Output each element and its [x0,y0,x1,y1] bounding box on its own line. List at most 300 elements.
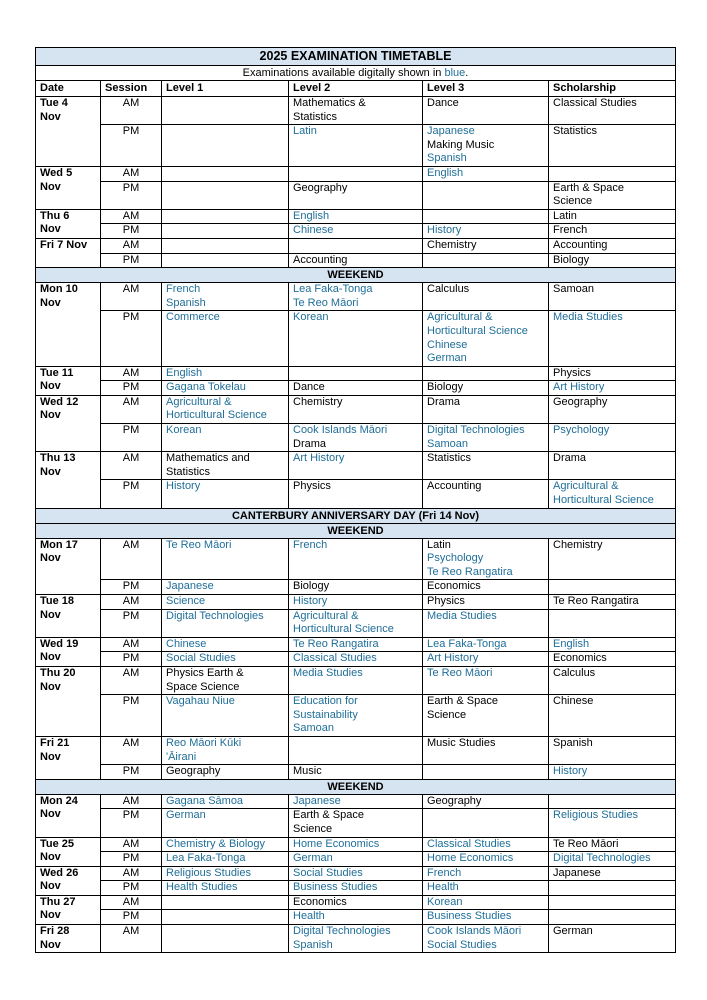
header-level-1: Level 1 [162,81,289,97]
digital-exam-subject [427,910,544,924]
text-line: Wed 19 [40,637,79,650]
text-line: Nov [40,880,61,893]
exam-timetable [35,47,676,953]
exam-row [36,809,676,837]
scholarship-cell [549,125,676,167]
level-1-cell [162,424,289,452]
scholarship-cell [549,395,676,423]
text-line: Agricultural & [166,395,232,408]
level-2-cell [289,381,423,396]
text-line: Statistics [553,125,598,138]
exam-subject [293,254,418,268]
date-cell [36,794,101,837]
digital-exam-subject [166,424,284,438]
level-2-cell [289,866,423,881]
exam-row [36,866,676,881]
exam-subject [553,396,671,410]
level-2-cell [289,595,423,610]
text-line: Health [427,881,459,894]
level-2-cell [289,97,423,125]
exam-row [36,209,676,224]
date-cell [36,166,101,209]
session-cell: PM [101,695,162,737]
level-3-cell [423,381,549,396]
session-cell: AM [101,209,162,224]
digital-exam-subject [293,452,418,466]
text-line: Classical Studies [293,652,377,665]
text-line: Japanese [293,794,341,807]
date-cell [36,97,101,167]
text-line: Nov [40,552,61,565]
text-line: Dance [293,381,325,394]
session-cell: AM [101,925,162,953]
band-row [36,779,676,794]
digital-exam-subject [166,595,284,609]
digital-exam-subject [293,125,418,139]
exam-subject [427,595,544,609]
scholarship-cell [549,881,676,896]
exam-subject [427,283,544,297]
header-scholarship: Scholarship [549,81,676,97]
session-cell: AM [101,736,162,764]
level-2-cell [289,452,423,480]
band-label: CANTERBURY ANNIVERSARY DAY (Fri 14 Nov) [36,508,676,523]
date-cell [36,637,101,666]
scholarship-cell [549,809,676,837]
exam-row [36,765,676,780]
text-line: History [553,765,588,778]
exam-row [36,381,676,396]
scholarship-cell [549,97,676,125]
level-2-cell [289,283,423,311]
exam-subject [166,452,284,479]
text-line: Physics [427,595,465,607]
exam-row [36,424,676,452]
exam-row [36,311,676,366]
text-line: Business Studies [427,910,512,923]
digital-exam-subject [166,852,284,866]
text-line: Statistics [427,452,472,465]
exam-row [36,580,676,595]
scholarship-cell [549,637,676,652]
level-3-cell [423,881,549,896]
session-cell: PM [101,765,162,780]
level-2-cell [289,809,423,837]
digital-exam-subject [166,283,284,297]
level-3-cell [423,837,549,852]
level-1-cell [162,209,289,224]
exam-subject [553,452,671,466]
exam-subject [553,239,671,253]
text-line: Tue 25 [40,837,75,850]
session-cell: PM [101,809,162,837]
exam-row [36,395,676,423]
digital-exam-subject [427,552,544,566]
text-line: Art History [427,652,479,665]
exam-row [36,595,676,610]
text-line: Lea Faka-Tonga [166,852,246,865]
text-line: French [553,224,588,237]
digital-exam-subject [293,925,418,939]
level-2-cell [289,538,423,580]
text-line: Te Reo Māori [166,538,232,551]
text-line: French [293,538,328,551]
digital-exam-subject [293,838,418,852]
exam-subject [293,396,418,410]
text-line: Mon 24 [40,794,78,807]
text-line: Nov [40,680,61,693]
text-line: Commerce [166,311,220,324]
text-line: Science [553,195,593,208]
scholarship-cell [549,925,676,953]
digital-exam-subject [293,595,418,609]
digital-exam-subject [293,939,418,953]
text-line: Mathematics & [293,97,366,109]
digital-exam-subject [166,480,284,494]
date-cell [36,666,101,736]
level-3-cell [423,736,549,764]
text-line: Te Reo Māori [293,296,359,309]
text-line: English [427,166,464,179]
level-1-cell [162,452,289,480]
exam-subject [166,765,284,779]
exam-subject [293,480,418,494]
text-line: Spanish [427,152,467,165]
scholarship-cell [549,580,676,595]
digital-exam-subject [293,539,418,553]
exam-row [36,852,676,867]
exam-row [36,166,676,181]
scholarship-cell [549,765,676,780]
level-2-cell [289,424,423,452]
level-1-cell [162,794,289,809]
text-line: Chinese [427,338,468,351]
scholarship-cell [549,837,676,852]
digital-note [36,66,676,81]
level-3-cell [423,637,549,652]
scholarship-cell [549,595,676,610]
text-line: Drama [293,437,327,450]
text-line: Te Reo Māori [427,666,493,679]
session-cell: AM [101,595,162,610]
exam-row [36,609,676,637]
scholarship-cell [549,794,676,809]
text-line: Chemistry [427,238,477,251]
text-line: Classical Studies [427,837,511,850]
text-line: Japanese [427,125,475,138]
digital-exam-subject [166,737,284,764]
scholarship-cell [549,666,676,694]
text-line: Psychology [553,424,610,437]
text-line: Chinese [293,224,334,237]
header-session: Session [101,81,162,97]
exam-subject [427,480,544,494]
date-cell [36,866,101,895]
text-line: English [293,209,330,222]
level-1-cell [162,666,289,694]
digital-exam-subject [293,210,418,224]
text-line: Nov [40,110,61,123]
session-cell: PM [101,580,162,595]
session-cell: AM [101,166,162,181]
exam-subject [293,580,418,594]
level-3-cell [423,166,549,181]
level-3-cell [423,366,549,381]
session-cell: AM [101,866,162,881]
level-2-cell [289,580,423,595]
exam-row [36,895,676,910]
level-1-cell [162,97,289,125]
session-cell: PM [101,609,162,637]
level-1-cell [162,736,289,764]
level-2-cell [289,695,423,737]
level-3-cell [423,925,549,953]
digital-exam-subject [427,638,544,652]
text-line: Accounting [553,238,608,251]
digital-exam-subject [166,652,284,666]
exam-row [36,125,676,167]
text-line: Music Studies [427,736,496,749]
session-cell: AM [101,538,162,580]
digital-note-prefix: Examinations available digitally shown in [242,67,442,79]
digital-exam-subject [166,795,284,809]
text-line: Accounting [427,480,482,493]
level-2-cell [289,881,423,896]
text-line: Latin [293,125,317,138]
exam-row [36,97,676,125]
level-2-cell [289,736,423,764]
text-line: Korean [166,424,202,437]
digital-exam-subject [553,809,671,823]
text-line: Horticultural Science [166,409,267,422]
text-line: Fri 28 [40,925,70,938]
session-cell: AM [101,666,162,694]
exam-subject [166,667,284,694]
text-line: Music [293,765,322,778]
date-cell [36,283,101,367]
level-3-cell [423,311,549,366]
level-1-cell [162,381,289,396]
session-cell: PM [101,480,162,508]
band-row [36,523,676,538]
session-cell: PM [101,125,162,167]
digital-exam-subject [427,867,544,881]
text-line: Chemistry [553,538,603,551]
level-3-cell [423,209,549,224]
scholarship-cell [549,480,676,508]
subtitle-row [36,66,676,81]
text-line: Chemistry [293,395,343,408]
text-line: Lea Faka-Tonga [427,637,507,650]
date-cell [36,366,101,395]
exam-row [36,910,676,925]
text-line: Samoan [293,722,334,735]
digital-exam-subject [293,283,418,297]
exam-subject [293,381,418,395]
level-2-cell [289,895,423,910]
digital-exam-subject [553,424,671,438]
level-1-cell [162,652,289,667]
digital-exam-subject [427,311,544,338]
scholarship-cell [549,283,676,311]
scholarship-cell [549,181,676,209]
digital-exam-subject [293,795,418,809]
text-line: Thu 6 [40,209,70,222]
digital-exam-subject [427,339,544,353]
text-line: Classical Studies [553,97,637,109]
session-cell: AM [101,97,162,125]
level-1-cell [162,837,289,852]
text-line: Reo Māori Kūki [166,736,242,749]
digital-exam-subject [553,311,671,325]
session-cell: AM [101,794,162,809]
level-2-cell [289,125,423,167]
title-row [36,48,676,66]
session-cell: PM [101,652,162,667]
level-2-cell [289,253,423,268]
level-1-cell [162,895,289,910]
exam-subject [427,580,544,594]
digital-exam-subject [293,424,418,438]
text-line: English [166,366,203,379]
date-cell [36,895,101,924]
text-line: Latin [427,538,451,551]
level-2-cell [289,637,423,652]
exam-subject [293,438,418,452]
text-line: Home Economics [293,837,380,850]
digital-exam-subject [166,311,284,325]
text-line: Drama [553,452,587,465]
digital-exam-subject [427,939,544,953]
text-line: Nov [40,465,61,478]
digital-exam-subject [427,610,544,624]
exam-row [36,925,676,953]
text-line: Geography [427,794,482,807]
exam-subject [427,139,544,153]
text-line: Making Music [427,138,495,151]
text-line: Statistics [166,465,211,478]
text-line: Samoan [553,283,594,296]
level-3-cell [423,97,549,125]
text-line: Japanese [166,580,214,593]
scholarship-cell [549,695,676,737]
text-line: Digital Technologies [166,609,264,622]
digital-exam-subject [553,480,671,507]
text-line: Education for [293,695,358,708]
text-line: Physics [553,366,591,379]
level-1-cell [162,125,289,167]
text-line: French [427,866,462,879]
digital-exam-subject [166,881,284,895]
digital-exam-subject [166,867,284,881]
exam-row [36,736,676,764]
level-3-cell [423,480,549,508]
exam-subject [427,381,544,395]
digital-exam-subject [427,852,544,866]
digital-exam-subject [427,152,544,166]
level-1-cell [162,166,289,181]
band-label: WEEKEND [36,779,676,794]
scholarship-cell [549,910,676,925]
header-level-2: Level 2 [289,81,423,97]
level-3-cell [423,910,549,925]
level-1-cell [162,311,289,366]
exam-subject [293,896,418,910]
text-line: Accounting [293,253,348,266]
level-3-cell [423,609,549,637]
scholarship-cell [549,424,676,452]
text-line: Home Economics [427,852,514,865]
text-line: Nov [40,223,61,236]
digital-exam-subject [166,695,284,709]
level-3-cell [423,866,549,881]
level-2-cell [289,209,423,224]
text-line: Tue 18 [40,595,75,607]
digital-exam-subject [427,167,544,181]
digital-exam-subject [293,695,418,722]
level-3-cell [423,666,549,694]
digital-exam-subject [427,352,544,366]
text-line: Spanish [293,938,333,951]
text-line: History [166,480,201,493]
digital-exam-subject [427,424,544,438]
text-line: Spanish [166,296,206,309]
text-line: Te Reo Rangatira [427,565,513,578]
text-line: Gagana Sāmoa [166,794,244,807]
level-3-cell [423,809,549,837]
text-line: German [293,852,333,865]
scholarship-cell [549,381,676,396]
level-1-cell [162,366,289,381]
text-line: Economics [553,652,607,665]
text-line: Nov [40,608,61,621]
text-line: Nov [40,808,61,821]
session-cell: PM [101,910,162,925]
exam-row [36,637,676,652]
exam-subject [427,695,544,722]
digital-exam-subject [166,367,284,381]
text-line: Business Studies [293,881,378,894]
level-2-cell [289,166,423,181]
exam-subject [293,182,418,196]
level-1-cell [162,637,289,652]
digital-exam-subject [553,381,671,395]
exam-row [36,452,676,480]
exam-subject [293,809,418,836]
level-1-cell [162,395,289,423]
digital-exam-subject [293,667,418,681]
level-1-cell [162,538,289,580]
level-1-cell [162,910,289,925]
exam-row [36,837,676,852]
text-line: Media Studies [553,311,623,324]
exam-row [36,253,676,268]
level-2-cell [289,224,423,239]
digital-exam-subject [427,438,544,452]
text-line: Science [427,708,467,721]
timetable-title: 2025 EXAMINATION TIMETABLE [36,48,676,66]
text-line: Physics Earth & [166,666,244,679]
session-cell: AM [101,283,162,311]
scholarship-cell [549,538,676,580]
text-line: Cook Islands Māori [427,925,522,938]
text-line: Te Reo Rangatira [293,637,379,650]
level-1-cell [162,253,289,268]
level-3-cell [423,395,549,423]
text-line: Korean [427,895,463,908]
scholarship-cell [549,652,676,667]
text-line: Biology [553,253,590,266]
